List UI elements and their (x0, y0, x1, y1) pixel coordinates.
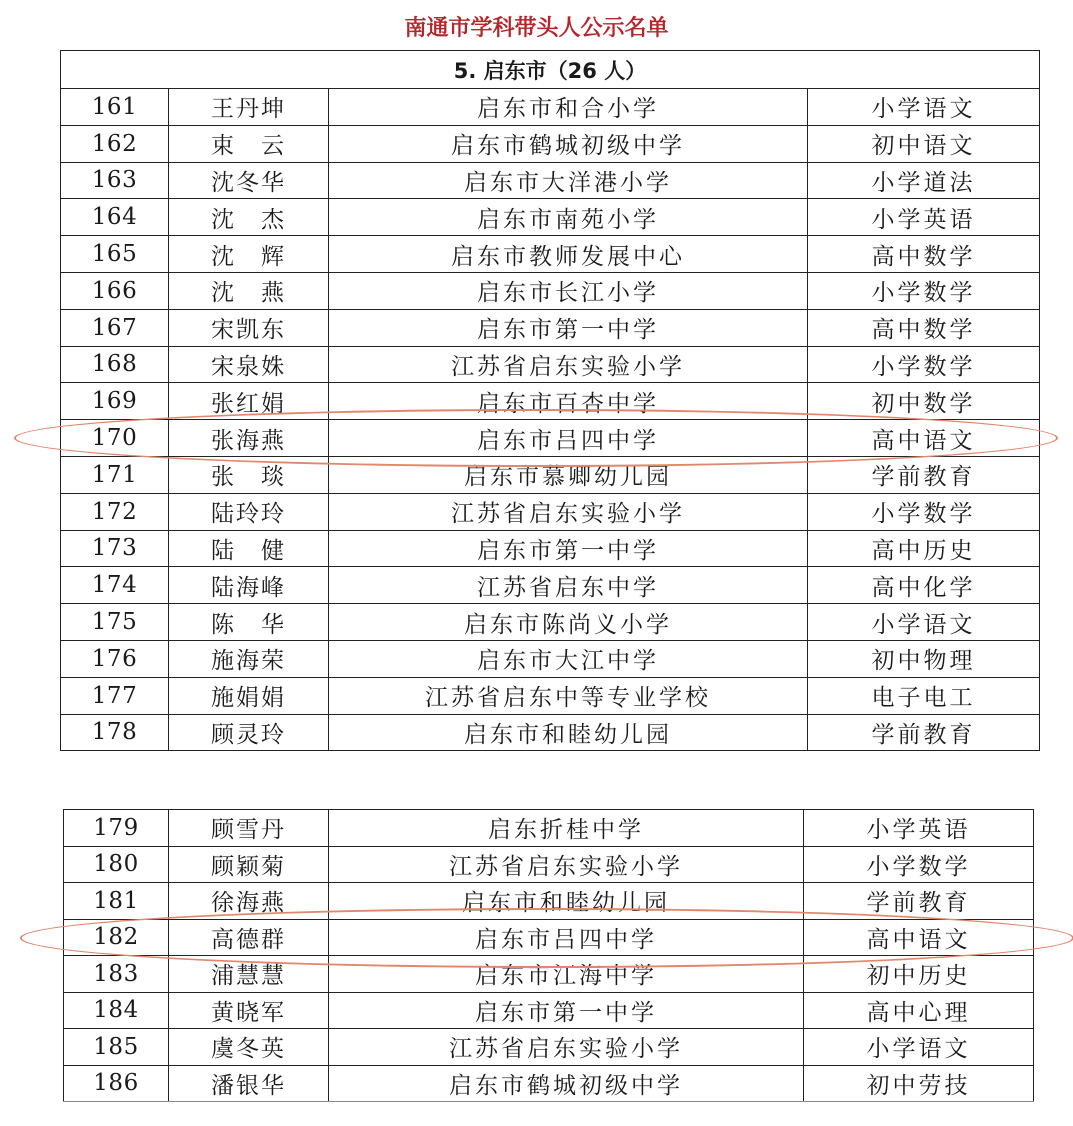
table-row (61, 530, 1040, 567)
name-cell: 陆 健 (169, 530, 329, 567)
school-cell: 启东市大洋港小学 (329, 162, 808, 199)
subject-cell: 小学道法 (808, 162, 1040, 199)
table-row (61, 420, 1040, 457)
table-row (64, 956, 1034, 993)
table-row (61, 714, 1040, 751)
name-cell: 虞冬英 (169, 1029, 329, 1066)
name-cell: 黄晓军 (169, 992, 329, 1029)
name-cell: 施娟娟 (169, 677, 329, 714)
table-row (64, 992, 1034, 1029)
row-number-cell: 176 (61, 640, 169, 677)
school-cell: 启东市和睦幼儿园 (329, 883, 804, 920)
table-row (64, 810, 1034, 847)
school-cell: 启东市百杏中学 (329, 383, 808, 420)
school-cell: 启东市大江中学 (329, 640, 808, 677)
row-number-cell: 179 (64, 810, 169, 847)
section-heading-row (61, 51, 1040, 89)
subject-cell: 初中历史 (804, 956, 1034, 993)
name-cell: 陆玲玲 (169, 493, 329, 530)
name-cell: 顾雪丹 (169, 810, 329, 847)
name-cell: 徐海燕 (169, 883, 329, 920)
table-row (61, 309, 1040, 346)
school-cell: 启东市吕四中学 (329, 420, 808, 457)
roster-table-2 (63, 809, 1034, 1102)
subject-cell: 高中数学 (808, 236, 1040, 273)
school-cell: 启东市吕四中学 (329, 919, 804, 956)
table-row (61, 493, 1040, 530)
subject-cell: 小学英语 (804, 810, 1034, 847)
table-row (61, 604, 1040, 641)
name-cell: 沈 辉 (169, 236, 329, 273)
row-number-cell: 163 (61, 162, 169, 199)
subject-cell: 高中历史 (808, 530, 1040, 567)
school-cell: 江苏省启东中等专业学校 (329, 677, 808, 714)
row-number-cell: 182 (64, 919, 169, 956)
roster-table-1 (60, 50, 1040, 751)
name-cell: 王丹坤 (169, 89, 329, 126)
subject-cell: 小学语文 (808, 604, 1040, 641)
table-row (64, 1029, 1034, 1066)
row-number-cell: 167 (61, 309, 169, 346)
subject-cell: 学前教育 (808, 456, 1040, 493)
table-row (61, 272, 1040, 309)
subject-cell: 电子电工 (808, 677, 1040, 714)
row-number-cell: 170 (61, 420, 169, 457)
row-number-cell: 185 (64, 1029, 169, 1066)
name-cell: 高德群 (169, 919, 329, 956)
row-number-cell: 169 (61, 383, 169, 420)
school-cell: 启东市江海中学 (329, 956, 804, 993)
subject-cell: 小学语文 (808, 89, 1040, 126)
section-heading: 5. 启东市（26 人） (61, 51, 1040, 89)
school-cell: 启东市第一中学 (329, 992, 804, 1029)
row-number-cell: 172 (61, 493, 169, 530)
name-cell: 沈 燕 (169, 272, 329, 309)
school-cell: 启东市第一中学 (329, 530, 808, 567)
subject-cell: 高中化学 (808, 567, 1040, 604)
subject-cell: 小学语文 (804, 1029, 1034, 1066)
name-cell: 浦慧慧 (169, 956, 329, 993)
row-number-cell: 171 (61, 456, 169, 493)
table-row (64, 1065, 1034, 1102)
name-cell: 宋凯东 (169, 309, 329, 346)
subject-cell: 小学数学 (804, 846, 1034, 883)
row-number-cell: 183 (64, 956, 169, 993)
page-title: 南通市学科带头人公示名单 (404, 16, 669, 41)
school-cell: 江苏省启东实验小学 (329, 1029, 804, 1066)
subject-cell: 初中物理 (808, 640, 1040, 677)
school-cell: 江苏省启东实验小学 (329, 493, 808, 530)
row-number-cell: 184 (64, 992, 169, 1029)
table-row (61, 383, 1040, 420)
subject-cell: 初中劳技 (804, 1065, 1034, 1102)
name-cell: 顾颖菊 (169, 846, 329, 883)
school-cell: 江苏省启东中学 (329, 567, 808, 604)
row-number-cell: 174 (61, 567, 169, 604)
row-number-cell: 180 (64, 846, 169, 883)
school-cell: 江苏省启东实验小学 (329, 846, 804, 883)
name-cell: 潘银华 (169, 1065, 329, 1102)
subject-cell: 高中语文 (808, 420, 1040, 457)
subject-cell: 初中语文 (808, 125, 1040, 162)
name-cell: 张红娟 (169, 383, 329, 420)
table-row (61, 456, 1040, 493)
table-row (64, 919, 1034, 956)
table-row (61, 567, 1040, 604)
school-cell: 启东市鹤城初级中学 (329, 1065, 804, 1102)
row-number-cell: 186 (64, 1065, 169, 1102)
name-cell: 沈冬华 (169, 162, 329, 199)
table-row (61, 162, 1040, 199)
school-cell: 启东市教师发展中心 (329, 236, 808, 273)
row-number-cell: 175 (61, 604, 169, 641)
school-cell: 江苏省启东实验小学 (329, 346, 808, 383)
subject-cell: 小学数学 (808, 493, 1040, 530)
table-row (61, 677, 1040, 714)
subject-cell: 小学数学 (808, 272, 1040, 309)
table-row (64, 846, 1034, 883)
school-cell: 启东市和睦幼儿园 (329, 714, 808, 751)
row-number-cell: 177 (61, 677, 169, 714)
table-row (61, 346, 1040, 383)
table-row (61, 236, 1040, 273)
subject-cell: 小学英语 (808, 199, 1040, 236)
subject-cell: 学前教育 (808, 714, 1040, 751)
row-number-cell: 166 (61, 272, 169, 309)
row-number-cell: 161 (61, 89, 169, 126)
table-row (61, 199, 1040, 236)
school-cell: 启东折桂中学 (329, 810, 804, 847)
table-row (61, 89, 1040, 126)
school-cell: 启东市第一中学 (329, 309, 808, 346)
row-number-cell: 164 (61, 199, 169, 236)
subject-cell: 学前教育 (804, 883, 1034, 920)
row-number-cell: 178 (61, 714, 169, 751)
name-cell: 顾灵玲 (169, 714, 329, 751)
school-cell: 启东市鹤城初级中学 (329, 125, 808, 162)
table-row (61, 125, 1040, 162)
school-cell: 启东市和合小学 (329, 89, 808, 126)
name-cell: 沈 杰 (169, 199, 329, 236)
table-row (64, 883, 1034, 920)
row-number-cell: 168 (61, 346, 169, 383)
school-cell: 启东市长江小学 (329, 272, 808, 309)
name-cell: 宋泉姝 (169, 346, 329, 383)
school-cell: 启东市陈尚义小学 (329, 604, 808, 641)
row-number-cell: 165 (61, 236, 169, 273)
subject-cell: 初中数学 (808, 383, 1040, 420)
table-row (61, 640, 1040, 677)
row-number-cell: 173 (61, 530, 169, 567)
subject-cell: 小学数学 (808, 346, 1040, 383)
school-cell: 启东市南苑小学 (329, 199, 808, 236)
name-cell: 施海荣 (169, 640, 329, 677)
name-cell: 束 云 (169, 125, 329, 162)
subject-cell: 高中心理 (804, 992, 1034, 1029)
name-cell: 张 琰 (169, 456, 329, 493)
name-cell: 陈 华 (169, 604, 329, 641)
row-number-cell: 181 (64, 883, 169, 920)
name-cell: 陆海峰 (169, 567, 329, 604)
subject-cell: 高中数学 (808, 309, 1040, 346)
subject-cell: 高中语文 (804, 919, 1034, 956)
row-number-cell: 162 (61, 125, 169, 162)
school-cell: 启东市慕卿幼儿园 (329, 456, 808, 493)
name-cell: 张海燕 (169, 420, 329, 457)
